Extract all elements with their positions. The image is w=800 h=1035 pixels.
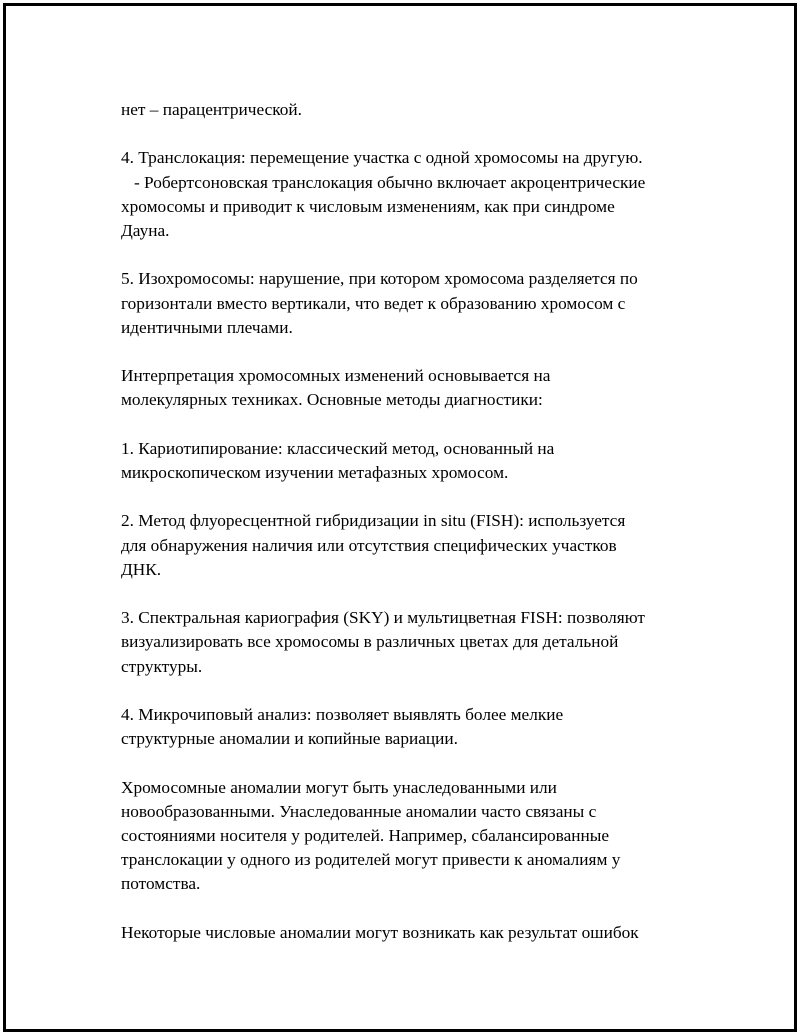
- text-line: 4. Микрочиповый анализ: позволяет выявлять более мелкие: [121, 704, 564, 724]
- paragraph-microarray: [121, 703, 721, 751]
- text-line: структурные аномалии и копийные вариации.: [121, 729, 458, 749]
- paragraph-fish: [121, 509, 721, 582]
- text-line: состояниями носителя у родителей. Например, сбалансированные: [121, 825, 610, 845]
- text-line: нет – парацентрической.: [121, 100, 302, 119]
- text-line: горизонтали вместо вертикали, что ведет к образованию хромосом с: [121, 293, 626, 313]
- text-line: Дауна.: [121, 221, 170, 240]
- paragraph-karyotyping: [121, 437, 721, 485]
- paragraph-translocation: [121, 146, 721, 243]
- paragraph-numerical-anomalies: [121, 921, 721, 945]
- text-line: 3. Спектральная кариография (SKY) и мультицветная FISH: позволяют: [121, 608, 645, 628]
- paragraph-interpretation: [121, 364, 721, 412]
- text-line: Хромосомные аномалии могут быть унаследованными или: [121, 777, 557, 797]
- document-page: [3, 3, 797, 1032]
- text-line: - Робертсоновская транслокация обычно включает акроцентрические: [121, 172, 646, 192]
- paragraph-inheritance: [121, 776, 721, 897]
- text-line: транслокации у одного из родителей могут привести к аномалиям у: [121, 850, 621, 870]
- text-line: для обнаружения наличия или отсутствия специфических участков: [121, 535, 617, 555]
- text-line: 2. Метод флуоресцентной гибридизации in situ (FISH): используется: [121, 511, 626, 531]
- text-line: хромосомы и приводит к числовым изменениям, как при синдроме: [121, 196, 615, 216]
- text-line: микроскопическом изучении метафазных хромосом.: [121, 462, 509, 482]
- paragraph-sky: [121, 606, 721, 679]
- paragraph-continuation: [121, 98, 721, 122]
- text-line: 4. Транслокация: перемещение участка с одной хромосомы на другую.: [121, 148, 643, 168]
- text-line: идентичными плечами.: [121, 317, 293, 337]
- text-line: потомства.: [121, 874, 201, 894]
- text-line: ДНК.: [121, 559, 162, 579]
- text-line: визуализировать все хромосомы в различных цветах для детальной: [121, 632, 619, 652]
- text-line: Некоторые числовые аномалии могут возникать как результат ошибок: [121, 922, 639, 942]
- paragraph-isochromosomes: [121, 267, 721, 340]
- text-line: 5. Изохромосомы: нарушение, при котором хромосома разделяется по: [121, 269, 638, 289]
- text-line: 1. Кариотипирование: классический метод, основанный на: [121, 438, 555, 458]
- document-body: [121, 98, 721, 969]
- text-line: Интерпретация хромосомных изменений основывается на: [121, 366, 551, 386]
- text-line: структуры.: [121, 656, 203, 676]
- text-line: новообразованными. Унаследованные аномалии часто связаны с: [121, 801, 597, 821]
- text-line: молекулярных техниках. Основные методы диагностики:: [121, 390, 543, 410]
